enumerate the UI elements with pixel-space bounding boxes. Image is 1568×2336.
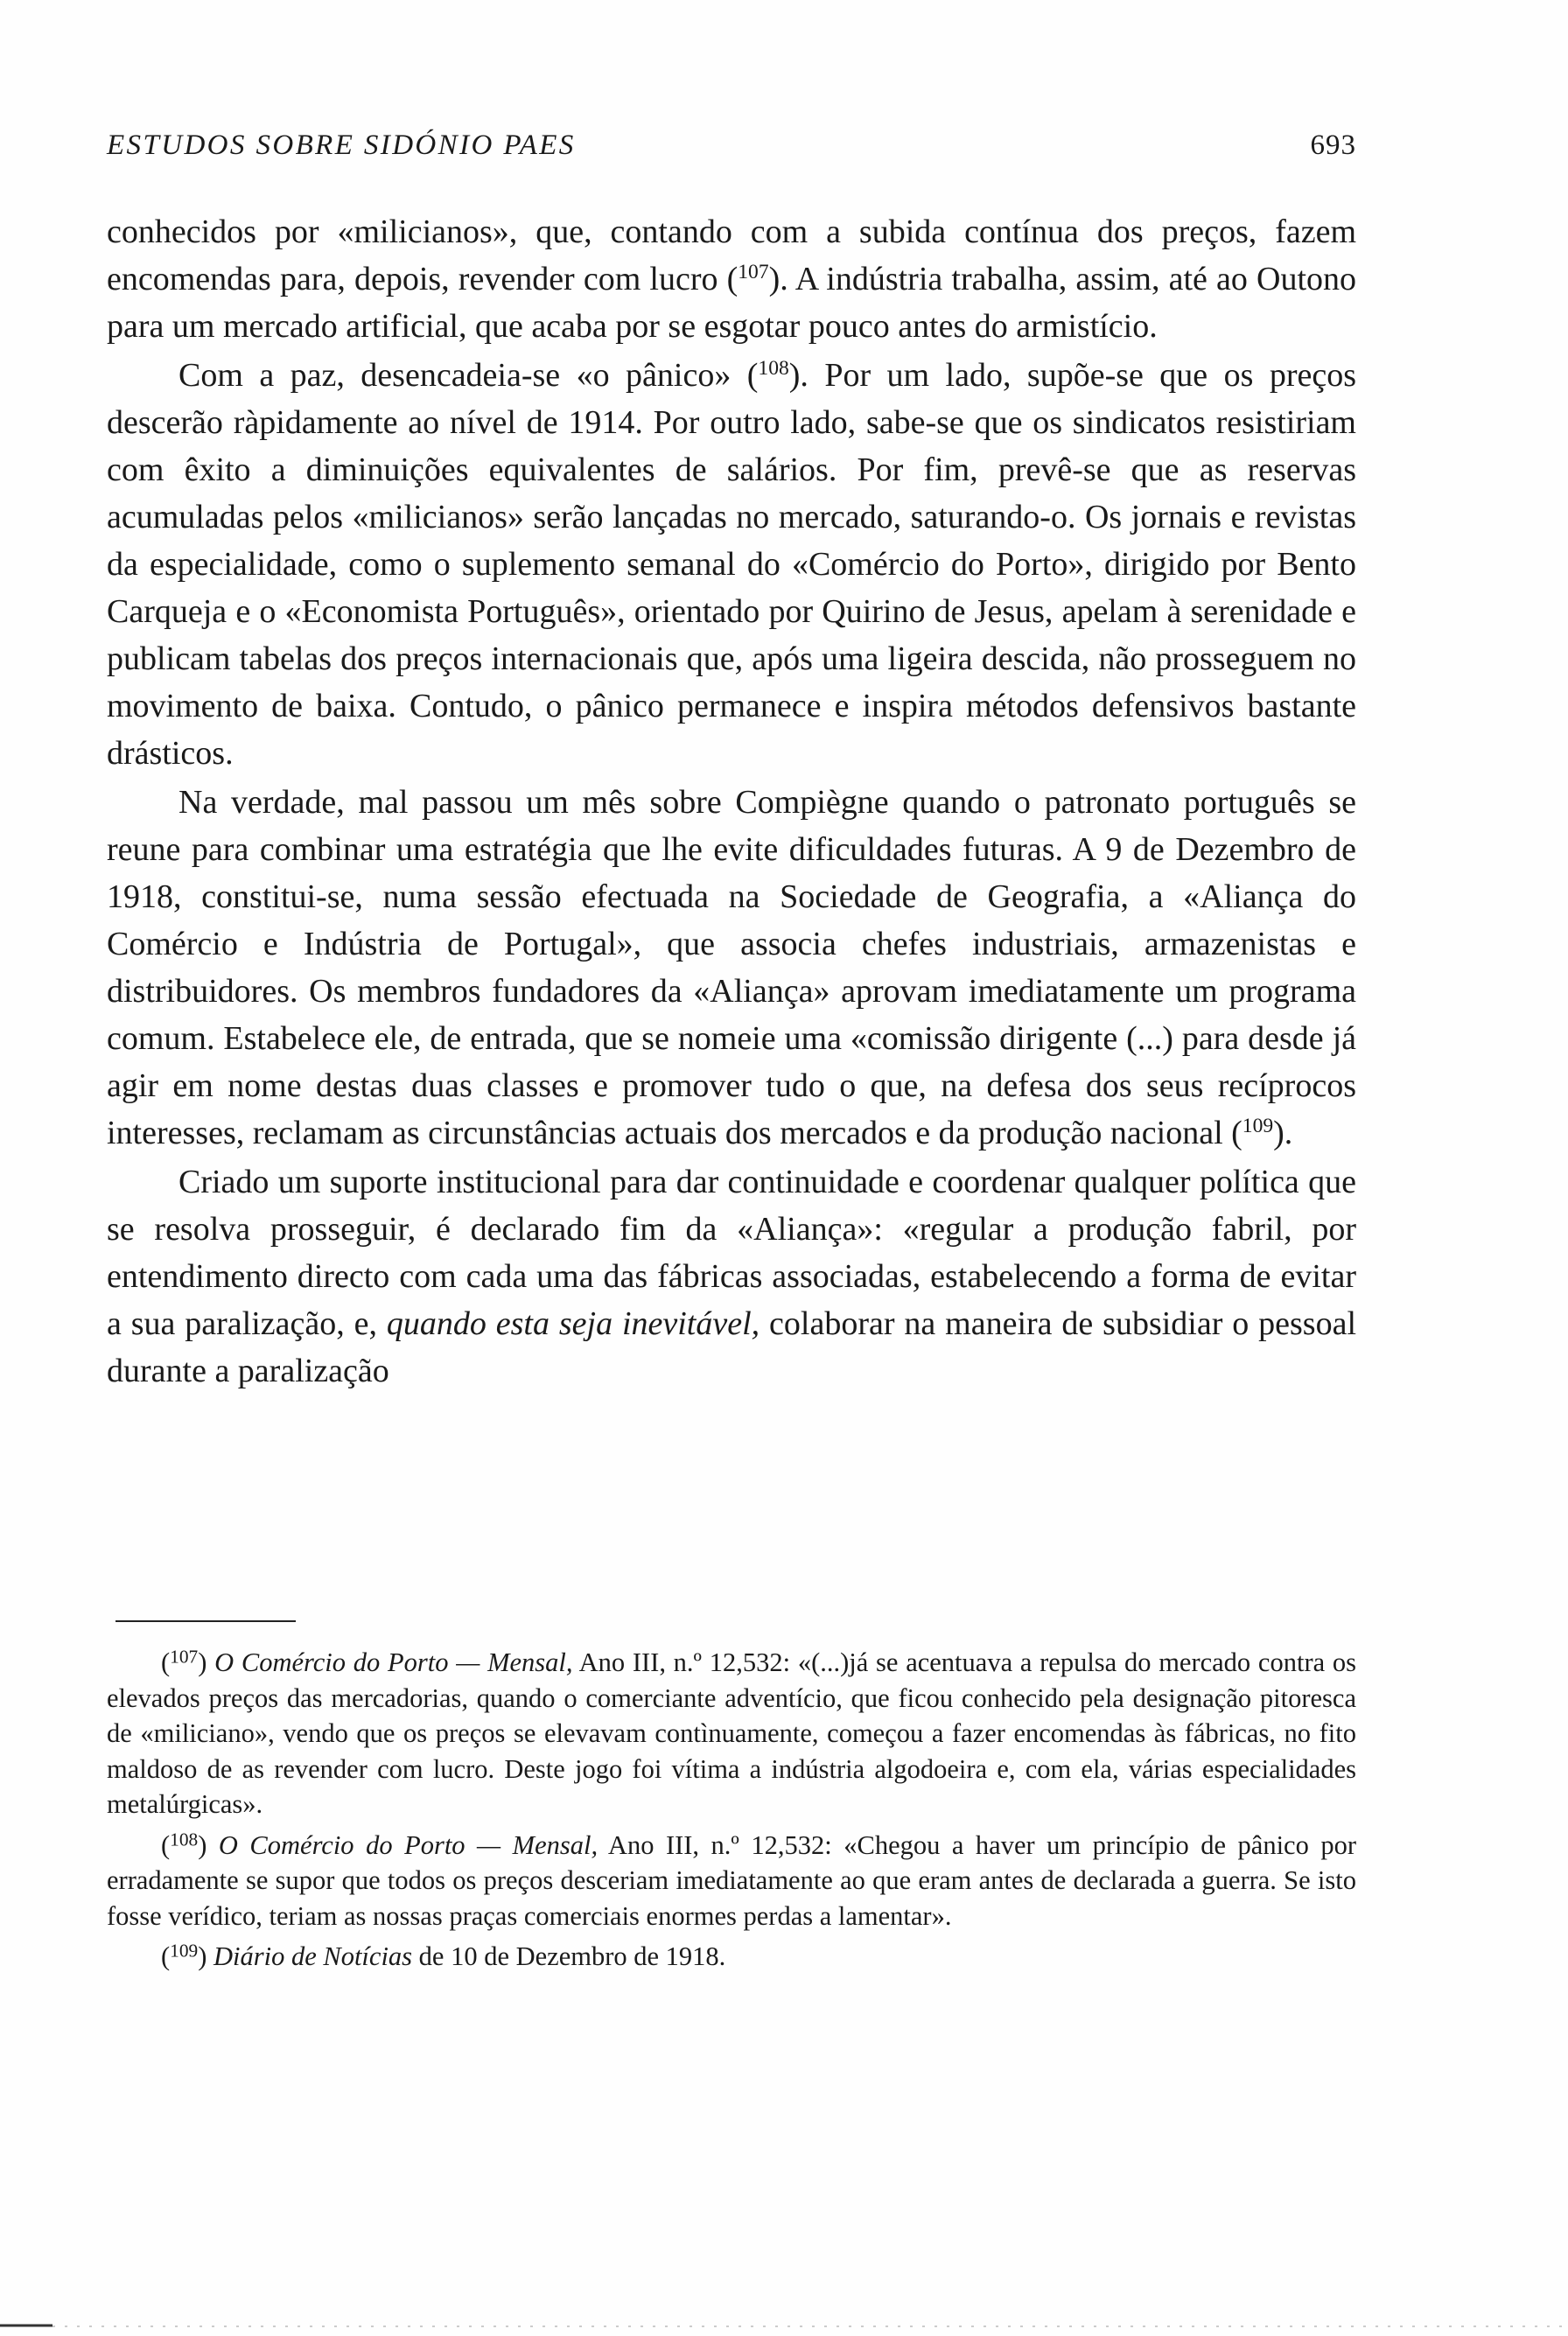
body-text (107, 208, 1356, 1395)
paragraph-4-text-b: colaborar na maneira de subsidiar o pessoal durante a paralização (107, 1305, 1356, 1389)
footnotes (107, 1645, 1356, 1980)
footnote-108 (107, 1828, 1356, 1934)
footnote-number: ($^{108}$) (161, 1828, 207, 1860)
paragraph-4 (107, 1158, 1356, 1395)
paragraph-3-text-b: . (1284, 1115, 1293, 1151)
footnote-source: O Comércio do Porto — Mensal, (218, 1829, 598, 1860)
paragraph-4-text-a: Criado um suporte institucional para dar continuidade e coordenar qualquer política que se resolva prosseguir, é declarado fim da «Aliança»: «regular a produção fabril, por entendimento directo com cada uma das fábricas associadas, estabelecendo a forma de evitar a sua paralização, e, (107, 1164, 1356, 1342)
paragraph-2-text-b: . Por um lado, supõe-se que os preços descerão ràpidamente ao nível de 1914. Por outro lado, sabe-se que os sindicatos resistiriam com êxito a diminuições equivalentes de salários. Por fim, prevê-se que as reservas acumuladas pelos «milicianos» serão lançadas no mercado, saturando-o. Os jornais e revistas da especialidade, como o suplemento semanal do «Comércio do Porto», dirigido por Bento Carqueja e o «Economista Português», orientado por Quirino de Jesus, apelam à serenidade e publicam tabelas dos preços internacionais que, após uma ligeira descida, não prosseguem no movimento de baixa. Contudo, o pânico permanece e inspira métodos defensivos bastante drásticos. (107, 357, 1357, 772)
footnote-ref-107: 107 (738, 261, 769, 284)
footnote-ref-108: 108 (758, 357, 789, 381)
paragraph-1: conhecidos por «milicianos», que, contando com a subida contínua dos preços, fazem encomendas para, depois, revender com lucro ($^{107}$). A indústria trabalha, assim, até ao Outono para um mercado artificial, que acaba por se esgotar pouco antes do armistício. (107, 213, 1357, 345)
running-title: ESTUDOS SOBRE SIDÓNIO PAES (107, 129, 576, 161)
footnote-source: Diário de Notícias (213, 1941, 413, 1971)
footnote-source: O Comércio do Porto — Mensal, (214, 1647, 573, 1677)
footnote-rule (116, 1620, 296, 1622)
footnote-ref-109: 109 (1242, 1115, 1274, 1138)
footnote-number: ($^{107}$) (161, 1646, 207, 1677)
scan-edge-artifact (0, 2315, 1568, 2336)
paragraph-4-italic: quando esta seja inevitável, (386, 1305, 760, 1342)
paragraph-1-text-b: . A indústria trabalha, assim, até ao Outono para um mercado artificial, que acaba por se esgotar pouco antes do armistício. (107, 261, 1357, 345)
footnote-text: de 10 de Dezembro de 1918. (412, 1941, 726, 1971)
footnote-number: ($^{109}$) (161, 1940, 207, 1971)
paragraph-2-text-a: Com a paz, desencadeia-se «o pânico» (178, 357, 732, 394)
running-head (107, 129, 1356, 173)
paragraph-1-text-a: conhecidos por «milicianos», que, contando com a subida contínua dos preços, fazem encomendas para, depois, revender com lucro (107, 213, 1356, 297)
paragraph-2: Com a paz, desencadeia-se «o pânico» ($^{108}$). Por um lado, supõe-se que os preços descerão ràpidamente ao nível de 1914. Por outro lado, sabe-se que os sindicatos resistiriam com êxito a diminuições equivalentes de salários. Por fim, prevê-se que as reservas acumuladas pelos «milicianos» serão lançadas no mercado, saturando-o. Os jornais e revistas da especialidade, como o suplemento semanal do «Comércio do Porto», dirigido por Bento Carqueja e o «Economista Português», orientado por Quirino de Jesus, apelam à serenidade e publicam tabelas dos preços internacionais que, após uma ligeira descida, não prosseguem no movimento de baixa. Contudo, o pânico permanece e inspira métodos defensivos bastante drásticos. (107, 357, 1357, 772)
footnote-text: Ano III, n.º 12,532: «(...)já se acentuava a repulsa do mercado contra os elevados preços das mercadorias, quando o comerciante adventício, que ficou conhecido pela designação pitoresca de «miliciano», vendo que os preços se elevavam contìnuamente, começou a fazer encomendas às fábricas, no fito maldoso de as revender com lucro. Deste jogo foi vítima a indústria algodoeira e, com ela, várias especialidades metalúrgicas». (107, 1647, 1356, 1819)
paragraph-3: Na verdade, mal passou um mês sobre Compiègne quando o patronato português se reune para combinar uma estratégia que lhe evite dificuldades futuras. A 9 de Dezembro de 1918, constitui-se, numa sessão efectuada na Sociedade de Geografia, a «Aliança do Comércio e Indústria de Portugal», que associa chefes industriais, armazenistas e distribuidores. Os membros fundadores da «Aliança» aprovam imediatamente um programa comum. Estabelece ele, de entrada, que se nomeie uma «comissão dirigente (...) para desde já agir em nome destas duas classes e promover tudo o que, na defesa dos seus recíprocos interesses, reclamam as circunstâncias actuais dos mercados e da produção nacional ($^{109}$). (107, 784, 1356, 1151)
page-number: 693 (1310, 129, 1356, 161)
footnote-109 (107, 1939, 1356, 1975)
paragraph-3-text-a: Na verdade, mal passou um mês sobre Compiègne quando o patronato português se reune para combinar uma estratégia que lhe evite dificuldades futuras. A 9 de Dezembro de 1918, constitui-se, numa sessão efectuada na Sociedade de Geografia, a «Aliança do Comércio e Indústria de Portugal», que associa chefes industriais, armazenistas e distribuidores. Os membros fundadores da «Aliança» aprovam imediatamente um programa comum. Estabelece ele, de entrada, que se nomeie uma «comissão dirigente (...) para desde já agir em nome destas duas classes e promover tudo o que, na defesa dos seus recíprocos interesses, reclamam as circunstâncias actuais dos mercados e da produção nacional (107, 784, 1356, 1151)
footnote-text: Ano III, n.º 12,532: «Chegou a haver um princípio de pânico por erradamente se supor que todos os preços desceriam imediatamente ao que eram antes de declarada a guerra. Se isto fosse verídico, teriam as nossas praças comerciais enormes perdas a lamentar». (107, 1829, 1357, 1931)
footnote-107 (107, 1645, 1356, 1822)
